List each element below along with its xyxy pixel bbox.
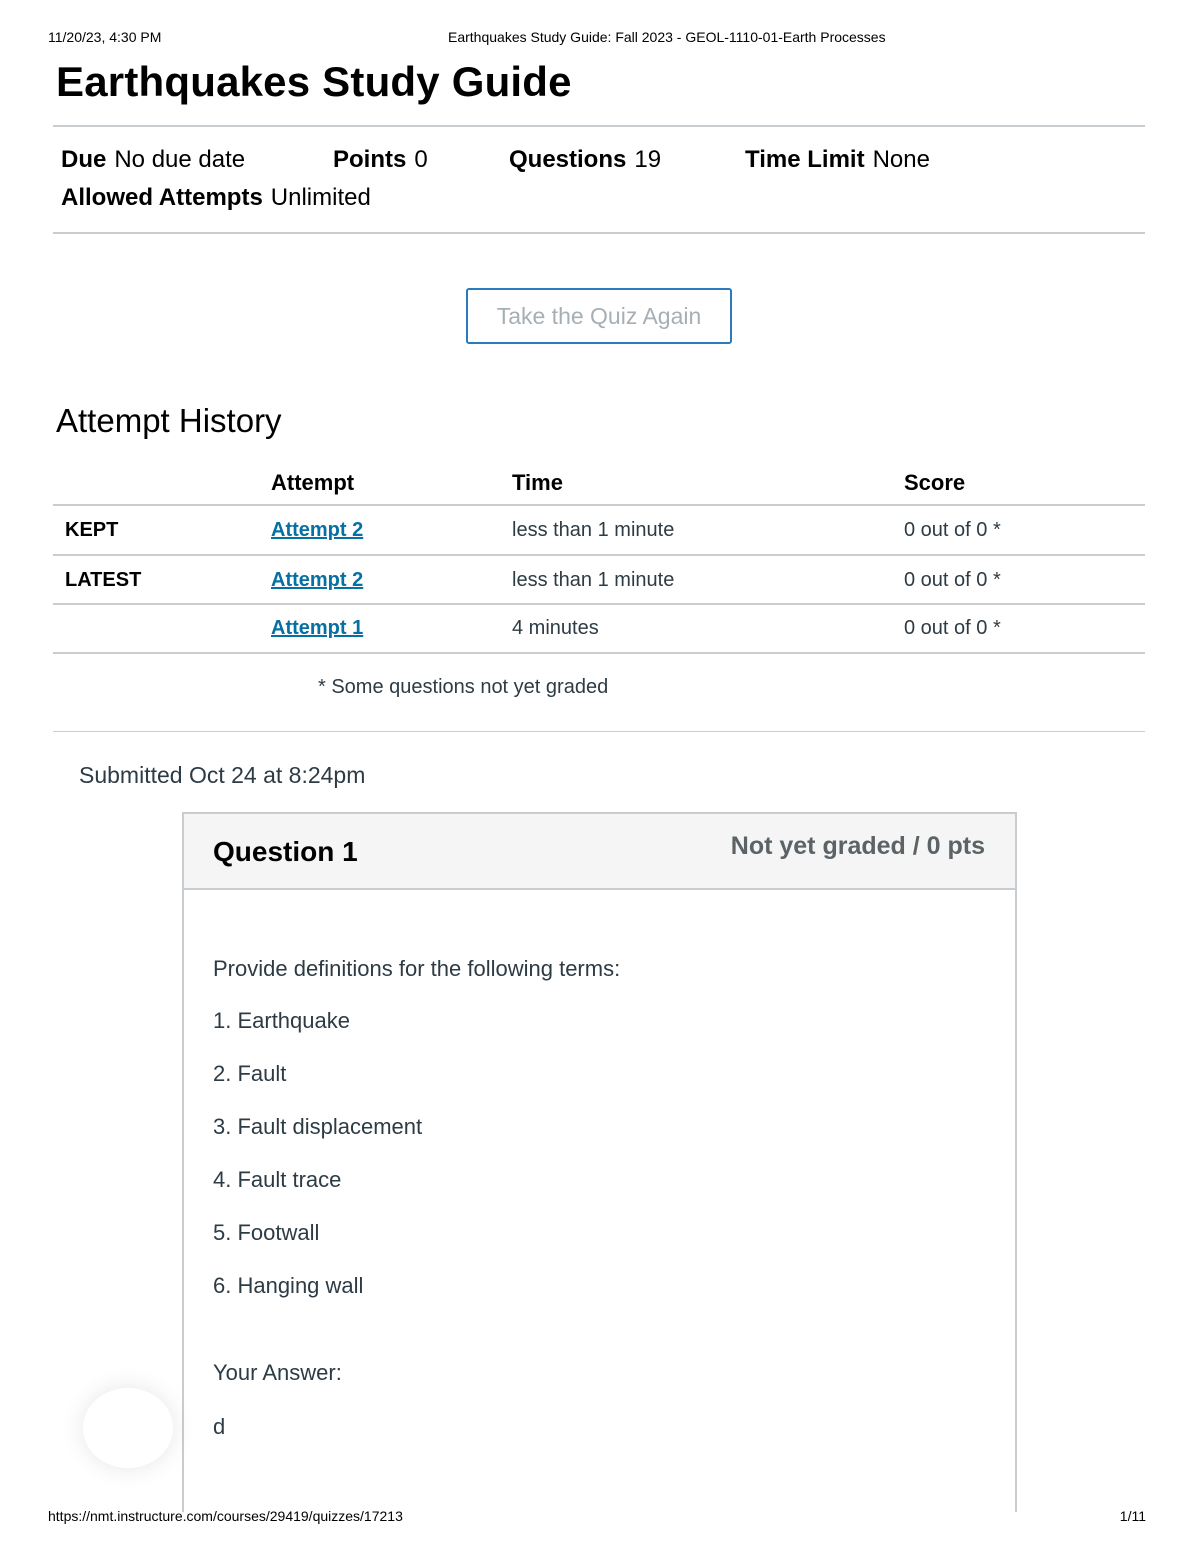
question-header (184, 814, 1015, 890)
meta-divider (53, 232, 1145, 234)
meta-due-value: No due date (114, 146, 246, 173)
take-quiz-again-button[interactable]: Take the Quiz Again (466, 288, 732, 344)
meta-questions-value: 19 (634, 146, 662, 173)
attempt-history-title: Attempt History (56, 402, 282, 439)
answer-value: d (213, 1414, 226, 1439)
question-term: 2. Fault (213, 1061, 287, 1086)
col-header-score: Score (904, 470, 966, 495)
chat-bubble-button[interactable] (83, 1388, 173, 1468)
meta-attempts-value: Unlimited (270, 184, 371, 211)
title-divider (53, 125, 1145, 127)
meta-questions-label: Questions (509, 146, 627, 173)
attempt-score: 0 out of 0 * (904, 617, 1001, 639)
attempt-link[interactable]: Attempt 2 (271, 569, 364, 591)
print-url: https://nmt.instructure.com/courses/29419/quizzes/17213 (48, 1508, 403, 1524)
question-term: 3. Fault displacement (213, 1114, 423, 1139)
meta-points-label: Points (333, 146, 407, 173)
question-card (182, 812, 1017, 1512)
question-term: 1. Earthquake (213, 1008, 350, 1033)
print-page-number: 1/11 (1119, 1508, 1146, 1524)
meta-time-limit-value: None (872, 146, 930, 173)
row-divider (53, 554, 1145, 556)
meta-points (333, 146, 428, 174)
meta-time-limit-label: Time Limit (745, 146, 865, 173)
print-doc-title: Earthquakes Study Guide: Fall 2023 - GEOL-1110-01-Earth Processes (448, 29, 886, 45)
meta-allowed-attempts (61, 184, 371, 212)
table-bottom-divider (53, 652, 1145, 654)
table-header-divider (53, 504, 1145, 506)
meta-time-limit (745, 146, 930, 174)
row-divider (53, 603, 1145, 605)
grading-footnote: * Some questions not yet graded (318, 676, 609, 698)
meta-due (61, 146, 245, 174)
attempt-time: less than 1 minute (512, 519, 675, 541)
attempt-score: 0 out of 0 * (904, 519, 1001, 541)
col-header-time: Time (512, 470, 563, 495)
page-title: Earthquakes Study Guide (56, 58, 572, 105)
row-label-latest: LATEST (65, 569, 142, 591)
question-score: Not yet graded / 0 pts (730, 832, 985, 860)
history-divider (53, 731, 1145, 732)
answer-label: Your Answer: (213, 1360, 342, 1385)
attempt-score: 0 out of 0 * (904, 569, 1001, 591)
print-header (0, 29, 1200, 47)
attempt-time: 4 minutes (512, 617, 599, 639)
meta-attempts-label: Allowed Attempts (61, 184, 263, 211)
question-title: Question 1 (213, 836, 358, 867)
question-term: 5. Footwall (213, 1220, 320, 1245)
meta-questions (509, 146, 661, 174)
print-footer (0, 1508, 1200, 1526)
col-header-attempt: Attempt (271, 470, 355, 495)
attempt-link[interactable]: Attempt 1 (271, 617, 364, 639)
submitted-timestamp: Submitted Oct 24 at 8:24pm (79, 762, 366, 788)
meta-due-label: Due (61, 146, 107, 173)
attempt-link[interactable]: Attempt 2 (271, 519, 364, 541)
meta-points-value: 0 (414, 146, 428, 173)
question-prompt: Provide definitions for the following terms: (213, 956, 621, 981)
question-term: 4. Fault trace (213, 1167, 342, 1192)
print-datetime: 11/20/23, 4:30 PM (48, 29, 162, 45)
question-term: 6. Hanging wall (213, 1273, 364, 1298)
attempt-time: less than 1 minute (512, 569, 675, 591)
row-label-kept: KEPT (65, 519, 119, 541)
